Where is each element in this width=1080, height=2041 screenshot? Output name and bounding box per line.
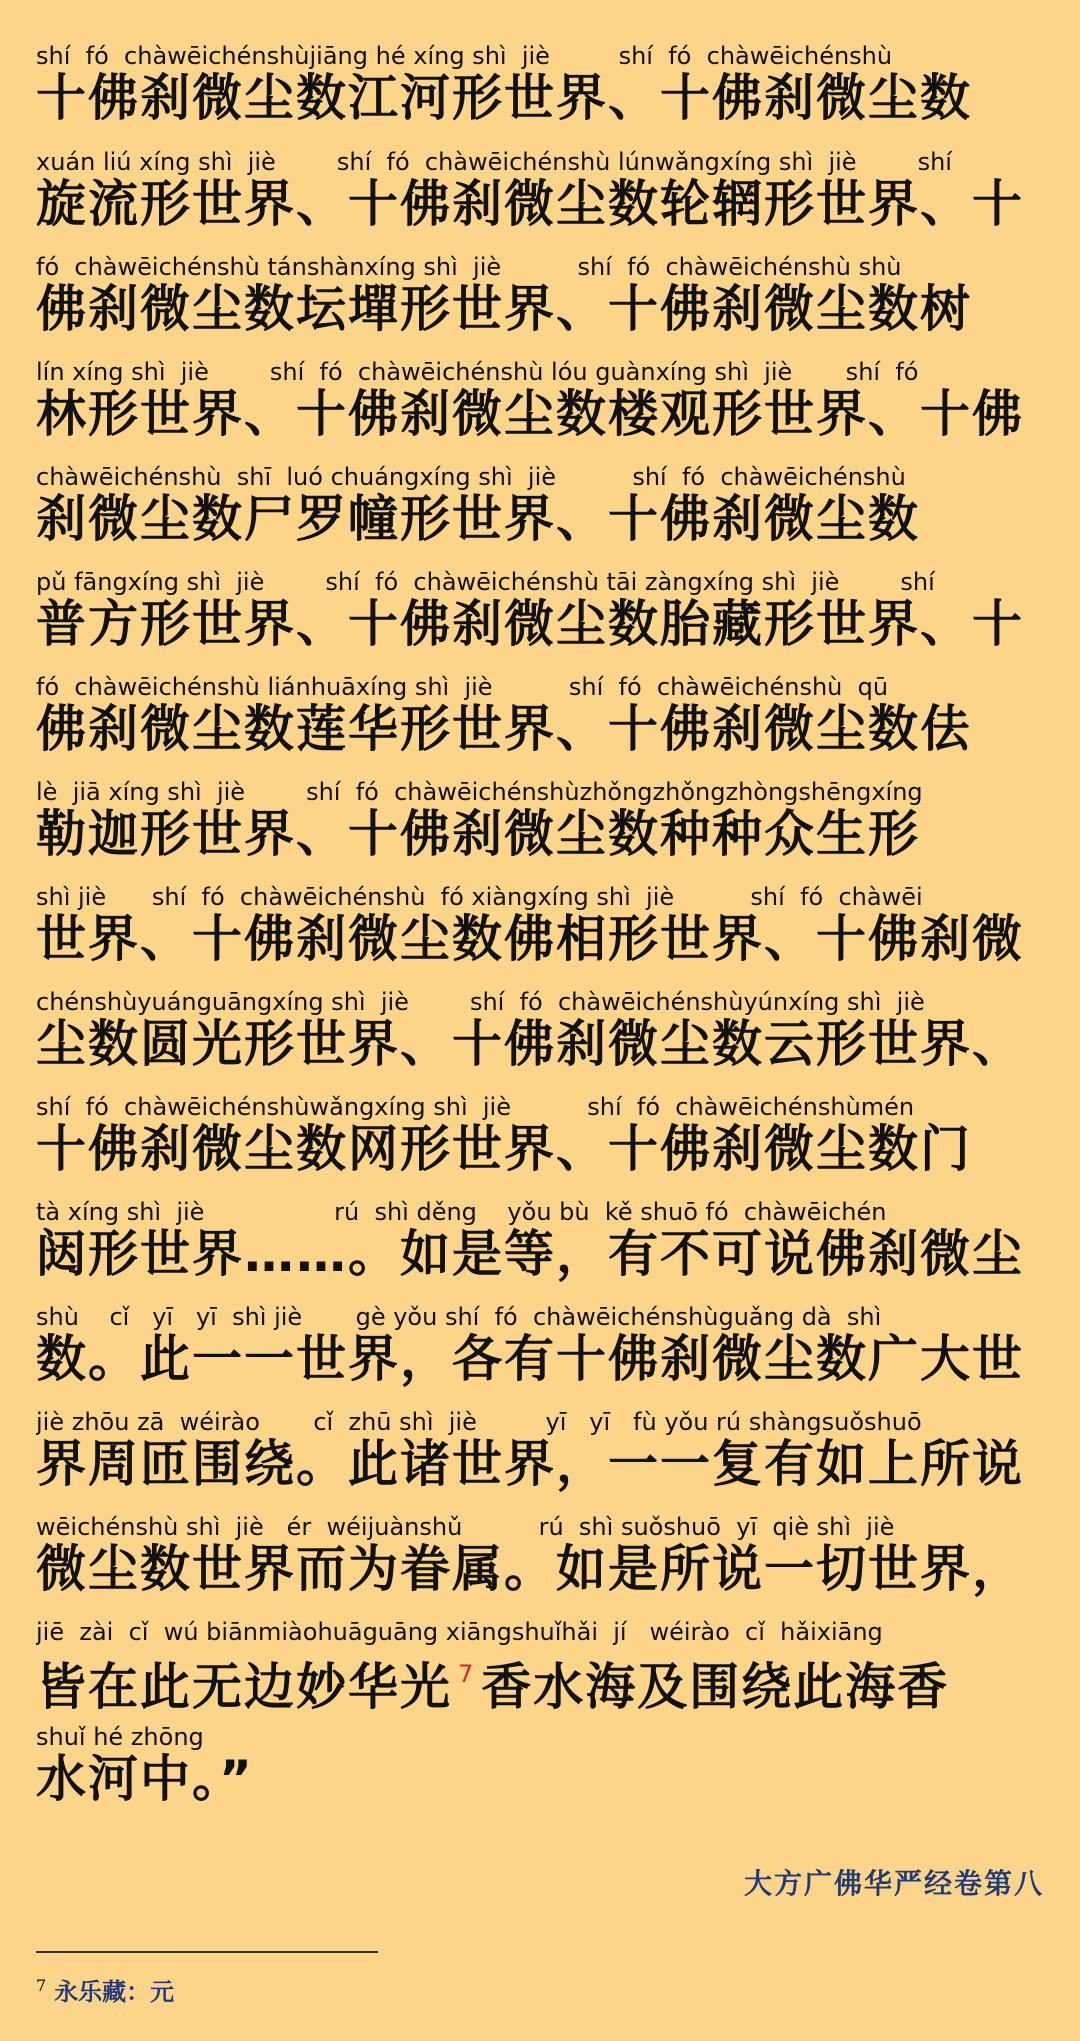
pinyin-row: shí fó chàwēichénshùjiāng hé xíng shì jiè shí fó chàwēichénshù bbox=[36, 42, 893, 70]
hanzi-row: 佛刹微尘数坛墠形世界、十佛刹微尘数树 bbox=[36, 280, 972, 338]
text-line bbox=[36, 358, 1046, 444]
pinyin-row: shù cǐ yī yī shì jiè gè yǒu shí fó chàwēichénshùguǎng dà shì bbox=[36, 1303, 882, 1331]
pinyin-row: xuán liú xíng shì jiè shí fó chàwēichénshù lúnwǎngxíng shì jiè shí bbox=[36, 148, 952, 176]
pinyin-row: lín xíng shì jiè shí fó chàwēichénshù lóu guànxíng shì jiè shí fó bbox=[36, 358, 919, 386]
text-line bbox=[36, 463, 1046, 549]
pinyin-row: chénshùyuánguāngxíng shì jiè shí fó chàwēichénshùyúnxíng shì jiè bbox=[36, 988, 925, 1016]
hanzi-row: 闼形世界……。如是等，有不可说佛刹微尘 bbox=[36, 1225, 1024, 1283]
text-line bbox=[36, 1198, 1046, 1284]
text-line bbox=[36, 1618, 1046, 1716]
footnote bbox=[36, 1972, 174, 2007]
hanzi-row: 刹微尘数尸罗幢形世界、十佛刹微尘数 bbox=[36, 490, 920, 548]
pinyin-row: shì jiè shí fó chàwēichénshù fó xiàngxíng shì jiè shí fó chàwēi bbox=[36, 883, 923, 911]
hanzi-row: 微尘数世界而为眷属。如是所说一切世界， bbox=[36, 1540, 1024, 1598]
hanzi-row: 数。此一一世界，各有十佛刹微尘数广大世 bbox=[36, 1330, 1024, 1388]
pinyin-row: lè jiā xíng shì jiè shí fó chàwēichénshùzhǒngzhǒngzhòngshēngxíng bbox=[36, 778, 923, 806]
footnote-divider bbox=[36, 1951, 378, 1953]
pinyin-row: pǔ fāngxíng shì jiè shí fó chàwēichénshù tāi zàngxíng shì jiè shí bbox=[36, 568, 935, 596]
text-line bbox=[36, 1093, 1046, 1179]
source-citation: 大方广佛华严经卷第八 bbox=[743, 1867, 1044, 1900]
text-line bbox=[36, 988, 1046, 1074]
hanzi-row: 尘数圆光形世界、十佛刹微尘数云形世界、 bbox=[36, 1015, 1024, 1073]
text-line bbox=[36, 42, 1046, 128]
hanzi-row: 十佛刹微尘数网形世界、十佛刹微尘数门 bbox=[36, 1120, 972, 1178]
text-line bbox=[36, 778, 1046, 864]
text-line bbox=[36, 568, 1046, 654]
hanzi-row: 旋流形世界、十佛刹微尘数轮辋形世界、十 bbox=[36, 175, 1024, 233]
pinyin-row: shí fó chàwēichénshùwǎngxíng shì jiè shí fó chàwēichénshùmén bbox=[36, 1093, 915, 1121]
hanzi-segment: 皆在此无边妙华光 bbox=[36, 1658, 452, 1716]
text-line bbox=[36, 253, 1046, 339]
footnote-text: 永乐藏：元 bbox=[54, 1977, 175, 2006]
pinyin-row: fó chàwēichénshù liánhuāxíng shì jiè shí fó chàwēichénshù qū bbox=[36, 673, 889, 701]
pinyin-row: chàwēichénshù shī luó chuángxíng shì jiè shí fó chàwēichénshù bbox=[36, 463, 906, 491]
pinyin-row: wēichénshù shì jiè ér wéijuànshǔ rú shì suǒshuō yī qiè shì jiè bbox=[36, 1513, 895, 1541]
hanzi-segment: 香水海及围绕此海香 bbox=[481, 1658, 950, 1716]
text-line bbox=[36, 1303, 1046, 1389]
text-line bbox=[36, 883, 1046, 969]
text-line bbox=[36, 1408, 1046, 1494]
pinyin-row: fó chàwēichénshù tánshànxíng shì jiè shí fó chàwēichénshù shù bbox=[36, 253, 902, 281]
text-line bbox=[36, 1723, 1046, 1809]
pinyin-row: tà xíng shì jiè rú shì děng yǒu bù kě shuō fó chàwēichén bbox=[36, 1198, 887, 1226]
hanzi-row bbox=[36, 1646, 1046, 1716]
text-line bbox=[36, 1513, 1046, 1599]
hanzi-row: 林形世界、十佛刹微尘数楼观形世界、十佛 bbox=[36, 385, 1024, 443]
text-line bbox=[36, 148, 1046, 234]
hanzi-row: 界周匝围绕。此诸世界，一一复有如上所说 bbox=[36, 1435, 1024, 1493]
pinyin-row: jiē zài cǐ wú biānmiàohuāguāng xiāngshuǐhǎi jí wéirào cǐ hǎixiāng bbox=[36, 1618, 883, 1646]
hanzi-row: 十佛刹微尘数江河形世界、十佛刹微尘数 bbox=[36, 69, 972, 127]
hanzi-row: 世界、十佛刹微尘数佛相形世界、十佛刹微 bbox=[36, 910, 1024, 968]
footnote-number: 7 bbox=[36, 1976, 47, 1995]
hanzi-row: 佛刹微尘数莲华形世界、十佛刹微尘数佉 bbox=[36, 700, 972, 758]
pinyin-row: shuǐ hé zhōng bbox=[36, 1723, 204, 1751]
footnote-reference[interactable]: 7 bbox=[458, 1660, 476, 1688]
hanzi-row: 普方形世界、十佛刹微尘数胎藏形世界、十 bbox=[36, 595, 1024, 653]
hanzi-row: 水河中。” bbox=[36, 1750, 254, 1808]
hanzi-row: 勒迦形世界、十佛刹微尘数种种众生形 bbox=[36, 805, 920, 863]
pinyin-row: jiè zhōu zā wéirào cǐ zhū shì jiè yī yī fù yǒu rú shàngsuǒshuō bbox=[36, 1408, 922, 1436]
text-line bbox=[36, 673, 1046, 759]
